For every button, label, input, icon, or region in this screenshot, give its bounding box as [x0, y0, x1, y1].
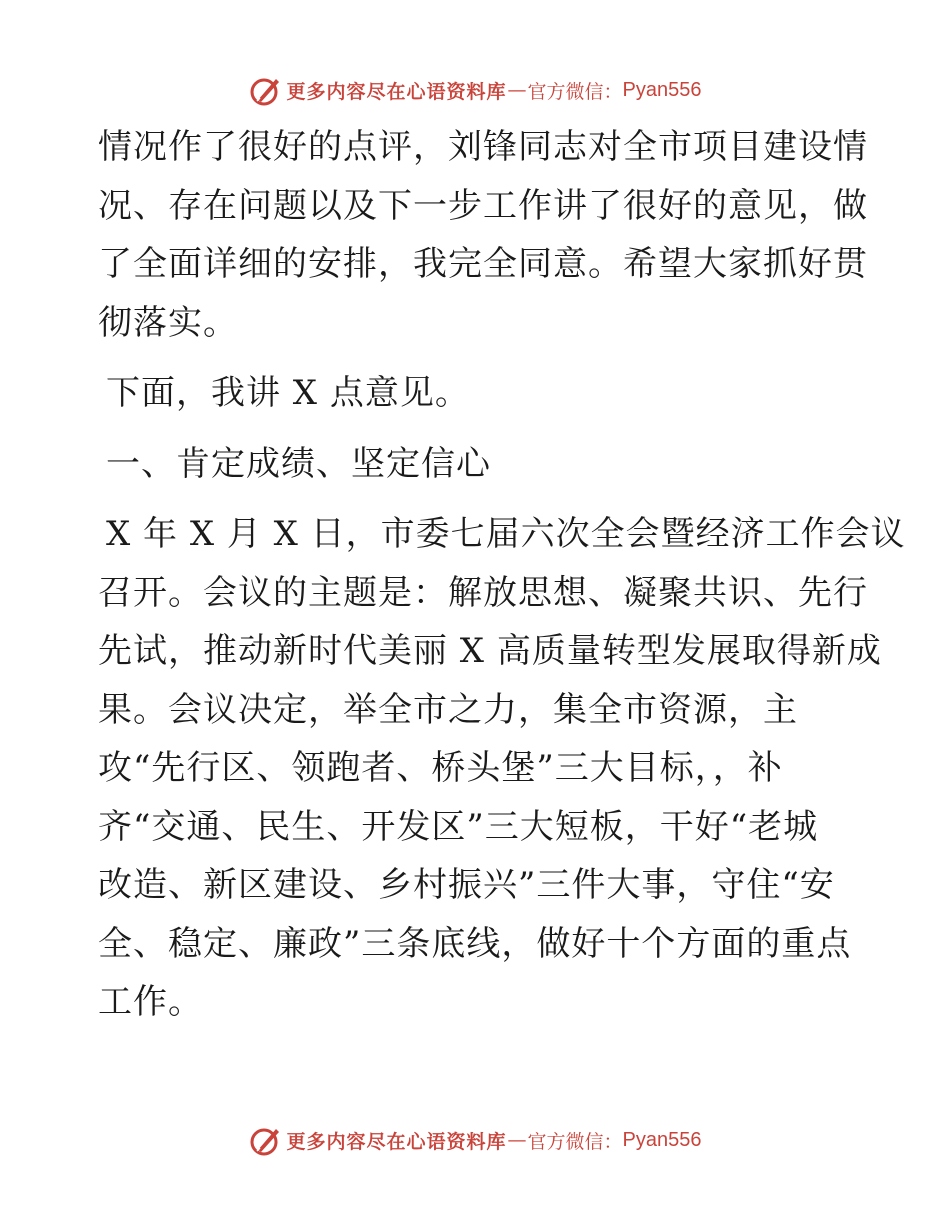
heading-text: 一、肯定成绩、坚定信心	[106, 443, 491, 484]
section-heading-1	[98, 435, 858, 494]
paragraph-2	[98, 364, 858, 423]
text-line: 改造、新区建设、乡村振兴”三件大事，守住“安	[98, 865, 835, 905]
text-line: 齐“交通、民生、开发区”三大短板，干好“老城	[98, 806, 819, 847]
text-line: 果。会议决定，举全市之力，集全市资源，主	[98, 689, 798, 730]
banner-title: 更多内容尽在心语资料库	[286, 1130, 507, 1153]
header-banner	[0, 70, 950, 110]
banner-separator: —	[507, 79, 527, 101]
text-line: 情况作了很好的点评，刘锋同志对全市项目建设情	[98, 127, 868, 167]
text-line: 召开。会议的主题是：解放思想、凝聚共识、先行	[98, 572, 868, 613]
quill-logo-icon	[249, 1123, 283, 1157]
text-line: 攻“先行区、领跑者、桥头堡”三大目标，，补	[98, 748, 783, 788]
text-line: 工作。	[98, 982, 203, 1022]
footer-banner	[0, 1120, 950, 1160]
text-line: 彻落实。	[98, 302, 238, 343]
text-line: X 年 X 月 X 日，市委七届六次全会暨经济工作会议	[106, 514, 906, 554]
banner-wechat-label: 官方微信：	[527, 80, 623, 103]
paragraph-3	[98, 505, 906, 1032]
text-line: 先试，推动新时代美丽 X 高质量转型发展取得新成	[98, 631, 882, 671]
text-line: 下面，我讲 X 点意见。	[106, 373, 470, 413]
banner-title: 更多内容尽在心语资料库	[286, 80, 507, 103]
text-line: 况、存在问题以及下一步工作讲了很好的意见，做	[98, 185, 868, 226]
text-line: 全、稳定、廉政”三条底线，做好十个方面的重点	[98, 923, 852, 964]
paragraph-1	[98, 118, 868, 352]
banner-wechat-label: 官方微信：	[527, 1130, 623, 1153]
document-body	[98, 118, 906, 1032]
banner-wechat-id: Pyan556	[622, 78, 702, 101]
quill-logo-icon	[249, 73, 283, 107]
banner-wechat-id: Pyan556	[622, 1128, 702, 1151]
banner-separator: —	[507, 1129, 527, 1151]
text-line: 了全面详细的安排，我完全同意。希望大家抓好贯	[98, 244, 868, 284]
